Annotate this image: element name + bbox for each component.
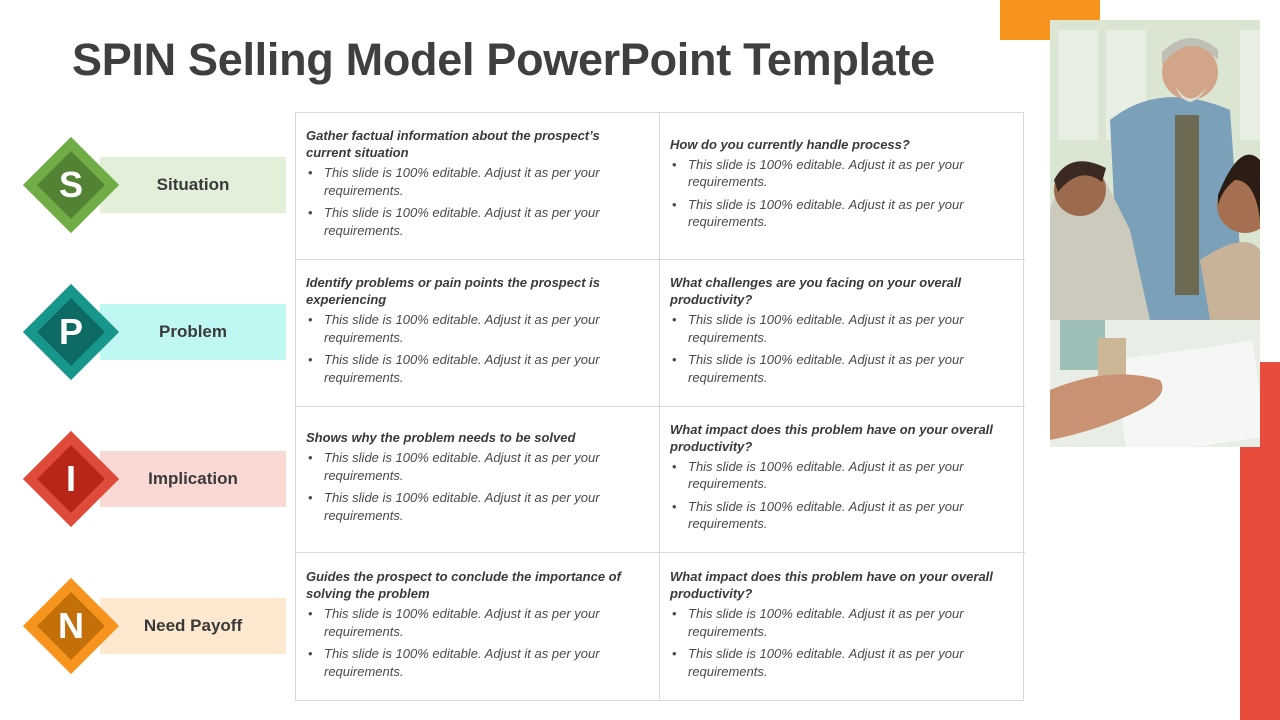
stage-problem (22, 283, 288, 381)
stage-letter: P (58, 311, 83, 352)
cell-heading: What impact does this problem have on your overall productivity? (670, 569, 993, 602)
table-cell (660, 113, 1025, 260)
bullet-item: • This slide is 100% editable. Adjust it as per your requirements. (670, 645, 1007, 680)
stage-band (100, 304, 286, 360)
cell-heading: Shows why the problem needs to be solved (306, 430, 576, 446)
bullet-list (306, 605, 641, 685)
bullet-list (306, 311, 641, 391)
table-cell (296, 260, 660, 407)
stage-band (100, 451, 286, 507)
stage-band (100, 157, 286, 213)
bullet-item: • This slide is 100% editable. Adjust it as per your requirements. (670, 498, 1007, 533)
cell-heading: What challenges are you facing on your overall productivity? (670, 275, 962, 308)
bullet-list (670, 311, 1007, 391)
stage-label: Implication (148, 469, 238, 488)
bullet-item: • This slide is 100% editable. Adjust it as per your requirements. (306, 605, 641, 640)
table-cell (296, 407, 660, 554)
bullet-item: • This slide is 100% editable. Adjust it as per your requirements. (306, 351, 641, 386)
stage-implication (22, 430, 288, 528)
cell-heading: How do you currently handle process? (670, 136, 910, 152)
table-cell (660, 260, 1025, 407)
spin-table (295, 112, 1024, 701)
bullet-list (670, 458, 1007, 538)
stage-letter: S (58, 164, 83, 205)
bullet-item: • This slide is 100% editable. Adjust it as per your requirements. (670, 351, 1007, 386)
bullet-item: • This slide is 100% editable. Adjust it as per your requirements. (306, 489, 641, 524)
table-cell (660, 407, 1025, 554)
bullet-item: • This slide is 100% editable. Adjust it as per your requirements. (670, 311, 1007, 346)
bullet-item: • This slide is 100% editable. Adjust it as per your requirements. (670, 196, 1007, 231)
bullet-list (306, 164, 641, 244)
cell-heading: Identify problems or pain points the prospect is experiencing (306, 275, 600, 308)
table-cell (296, 113, 660, 260)
stage-band (100, 598, 286, 654)
bullet-list (670, 156, 1007, 236)
stage-label: Situation (156, 175, 230, 194)
cell-heading: Gather factual information about the prospect’s current situation (306, 128, 600, 161)
bullet-item: • This slide is 100% editable. Adjust it as per your requirements. (306, 204, 641, 239)
table-cell (660, 553, 1025, 700)
bullet-item: • This slide is 100% editable. Adjust it as per your requirements. (306, 164, 641, 199)
bullet-item: • This slide is 100% editable. Adjust it as per your requirements. (670, 458, 1007, 493)
bullet-item: • This slide is 100% editable. Adjust it as per your requirements. (306, 311, 641, 346)
stage-situation (22, 136, 288, 234)
stage-need-payoff (22, 577, 288, 675)
slide-title: SPIN Selling Model PowerPoint Template (72, 34, 935, 85)
bullet-list (306, 449, 641, 529)
stage-label: Need Payoff (143, 616, 243, 635)
cell-heading: What impact does this problem have on your overall productivity? (670, 421, 993, 454)
bullet-item: • This slide is 100% editable. Adjust it as per your requirements. (306, 645, 641, 680)
bullet-item: • This slide is 100% editable. Adjust it as per your requirements. (306, 449, 641, 484)
bullet-item: • This slide is 100% editable. Adjust it as per your requirements. (670, 605, 1007, 640)
stage-label: Problem (158, 322, 228, 341)
table-cell (296, 553, 660, 700)
team-meeting-photo (1050, 20, 1260, 447)
cell-heading: Guides the prospect to conclude the importance of solving the problem (306, 569, 621, 602)
photo-illustration (1050, 20, 1260, 447)
bullet-list (670, 605, 1007, 685)
stage-letter: N (58, 605, 84, 646)
bullet-item: • This slide is 100% editable. Adjust it as per your requirements. (670, 156, 1007, 191)
stage-letter: I (65, 458, 76, 499)
